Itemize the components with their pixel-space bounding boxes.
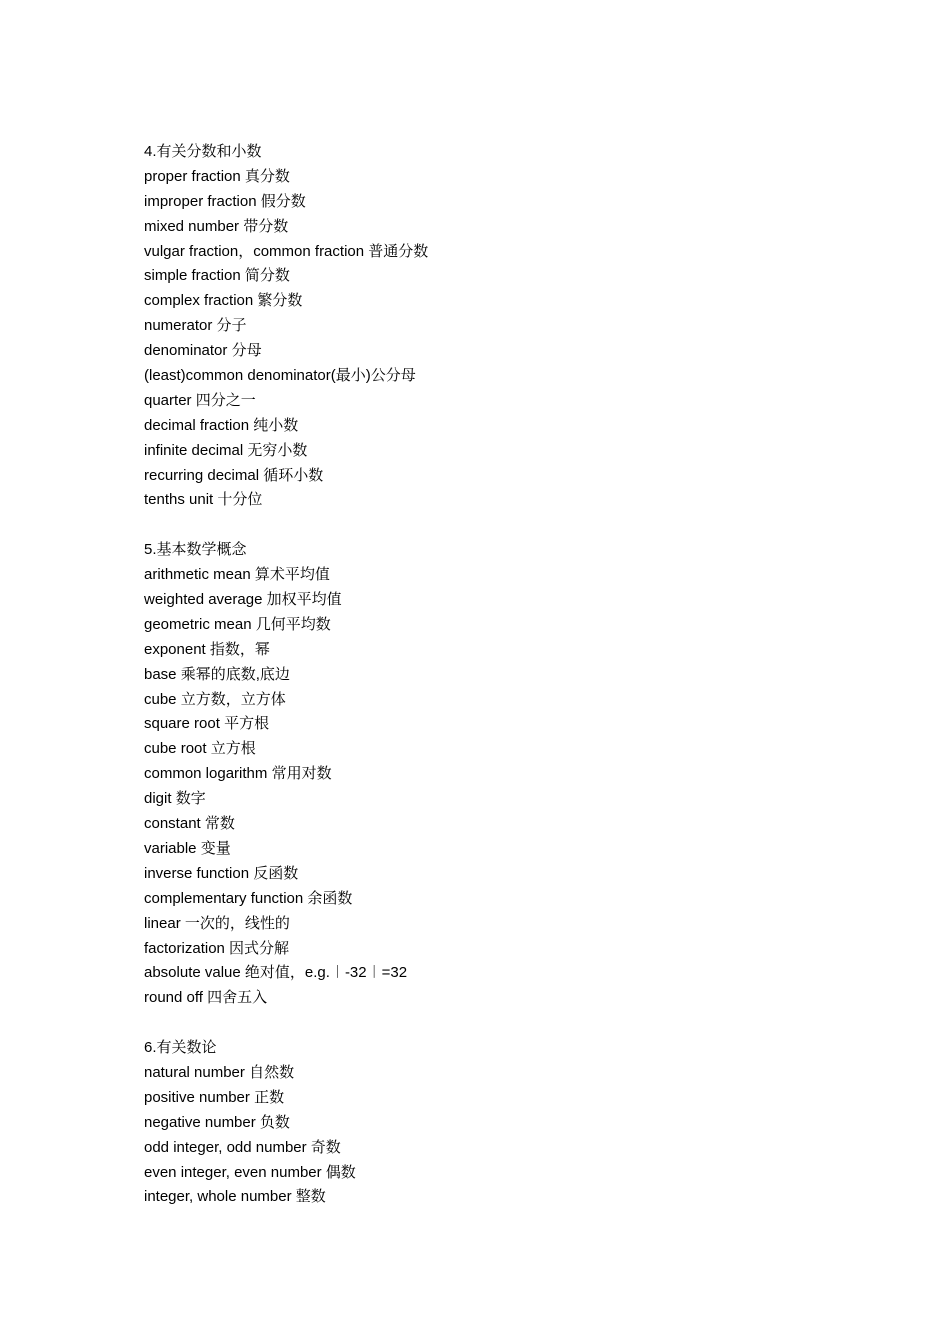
term-zh: 无穷小数 [247,441,308,459]
term-entry [144,1136,844,1161]
term-zh: 加权平均值 [266,591,342,609]
term-en: linear [144,914,181,932]
term-zh: 乘幂的底数,底边 [180,665,290,683]
term-zh: 数字 [175,790,206,808]
term-entry [144,464,844,489]
term-entry [144,937,844,962]
term-entry [144,314,844,339]
term-en: mixed number [144,217,240,235]
term-entry [144,165,844,190]
term-entry [144,812,844,837]
term-en: improper fraction [144,192,257,210]
section-basic-concepts [144,538,844,1011]
term-en: odd integer, odd number [144,1138,307,1156]
term-entry [144,862,844,887]
term-en: weighted average [144,591,263,609]
term-entry [144,1185,844,1210]
term-entry [144,588,844,613]
term-zh: 真分数 [244,167,290,185]
term-zh: 普通分数 [368,242,429,260]
term-entry [144,712,844,737]
term-en: positive number [144,1088,250,1106]
term-zh: 算术平均值 [254,566,330,584]
term-en: simple fraction [144,267,241,285]
term-en: exponent [144,640,206,658]
term-zh: 假分数 [260,192,306,210]
term-en: common logarithm [144,765,268,783]
term-entry [144,663,844,688]
term-entry [144,389,844,414]
term-entry [144,289,844,314]
term-en: factorization [144,939,225,957]
term-zh: 繁分数 [257,292,303,310]
term-zh: 变量 [200,839,231,857]
term-entry [144,1086,844,1111]
term-en: vulgar fraction，common fraction [144,242,365,260]
term-en: tenths unit [144,491,214,509]
term-zh: 立方根 [210,740,256,758]
term-en: complementary function [144,889,304,907]
term-entry [144,240,844,265]
section-heading: 6.有关数论 [144,1039,217,1057]
term-zh: 纯小数 [253,416,299,434]
term-en: integer, whole number [144,1188,292,1206]
term-zh: 整数 [295,1188,326,1206]
term-entry [144,961,844,986]
term-zh: 分子 [216,317,247,335]
term-entry [144,887,844,912]
term-entry [144,215,844,240]
term-en: constant [144,815,201,833]
term-en: (least)common denominator(最小)公分母 [144,367,416,385]
term-en: geometric mean [144,615,252,633]
term-zh: 常数 [204,815,235,833]
document-content [144,140,844,1210]
term-en: negative number [144,1113,256,1131]
term-zh: 自然数 [249,1063,295,1081]
term-entry [144,688,844,713]
term-entry [144,190,844,215]
term-zh: 十分位 [217,491,263,509]
term-en: arithmetic mean [144,566,251,584]
term-zh: 四舍五入 [207,989,268,1007]
term-zh: 常用对数 [271,765,332,783]
term-entry [144,364,844,389]
term-en: base [144,665,177,683]
term-entry [144,787,844,812]
section-heading: 4.有关分数和小数 [144,143,262,160]
term-zh: 余函数 [307,889,353,907]
term-entry [144,638,844,663]
term-en: cube root [144,740,207,758]
term-zh: 循环小数 [263,466,324,484]
term-en: recurring decimal [144,466,260,484]
term-entry [144,1061,844,1086]
term-entry [144,613,844,638]
term-en: infinite decimal [144,441,244,459]
term-en: natural number [144,1063,245,1081]
term-en: square root [144,715,220,733]
term-zh: 正数 [254,1088,285,1106]
term-entry [144,488,844,513]
term-entry [144,414,844,439]
term-en: inverse function [144,864,250,882]
term-zh: 四分之一 [195,391,256,409]
term-entry [144,837,844,862]
term-entry [144,563,844,588]
section-fractions-decimals [144,140,844,513]
section-heading: 5.基本数学概念 [144,541,247,559]
term-entry [144,737,844,762]
term-zh: 因式分解 [229,939,290,957]
term-zh: 偶数 [325,1163,356,1181]
term-zh: 指数，幂 [209,640,270,658]
term-zh: 立方数，立方体 [180,690,286,708]
term-entry [144,912,844,937]
term-entry [144,1111,844,1136]
term-en: quarter [144,391,192,409]
term-en: absolute value [144,964,241,982]
term-entry [144,1161,844,1186]
term-zh: 平方根 [224,715,270,733]
term-zh: 分母 [231,342,262,360]
term-zh: 一次的，线性的 [184,914,290,932]
term-en: digit [144,790,172,808]
term-en: numerator [144,317,213,335]
term-zh: 简分数 [244,267,290,285]
term-en: complex fraction [144,292,254,310]
term-en: decimal fraction [144,416,250,434]
term-en: variable [144,839,197,857]
term-en: proper fraction [144,167,241,185]
term-zh: 绝对值，e.g.︱-32︱=32 [244,964,408,982]
term-zh: 奇数 [310,1138,341,1156]
term-entry [144,439,844,464]
term-zh: 负数 [259,1113,290,1131]
term-entry [144,339,844,364]
term-entry [144,986,844,1011]
term-entry [144,762,844,787]
term-en: round off [144,989,203,1007]
term-zh: 几何平均数 [255,615,331,633]
term-entry [144,264,844,289]
term-zh: 带分数 [243,217,289,235]
term-en: even integer, even number [144,1163,322,1181]
section-number-theory [144,1036,844,1210]
term-en: denominator [144,342,228,360]
term-zh: 反函数 [253,864,299,882]
term-en: cube [144,690,177,708]
